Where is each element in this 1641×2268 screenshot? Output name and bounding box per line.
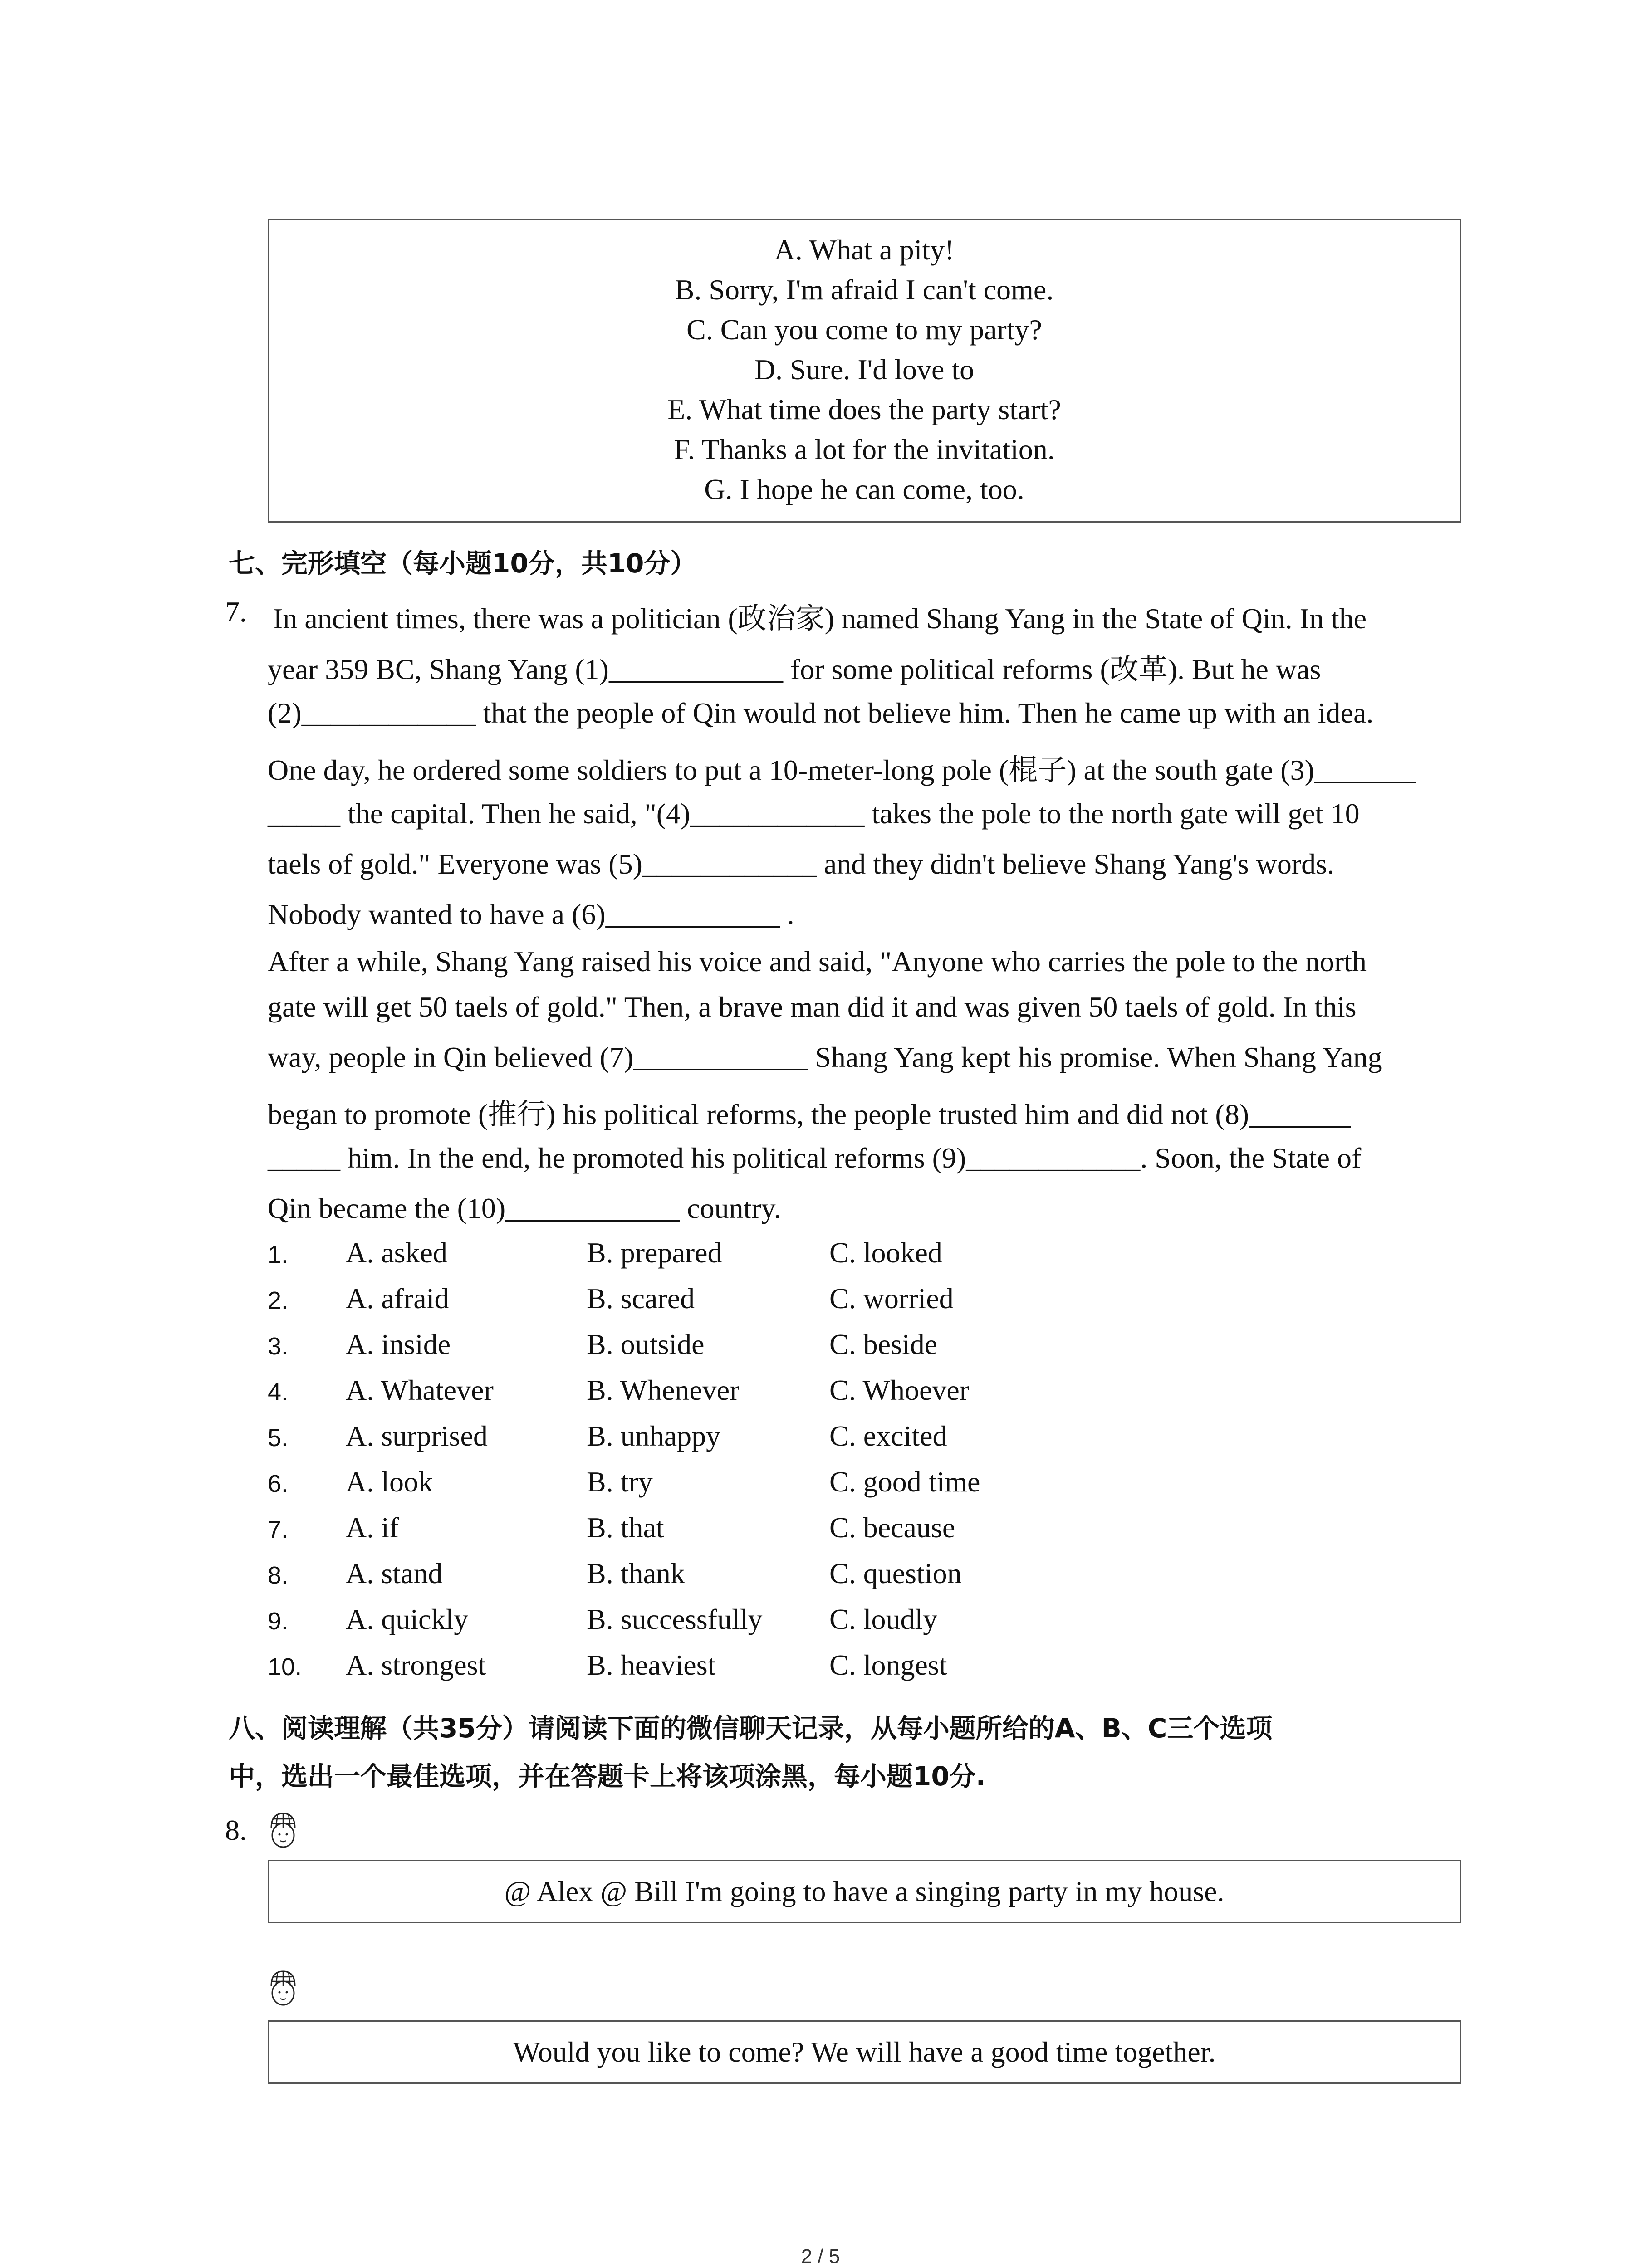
user-avatar-icon [267, 1810, 299, 1849]
option-line: A. What a pity! [774, 234, 955, 266]
option-line: B. Sorry, I'm afraid I can't come. [675, 274, 1054, 306]
choice-number: 7. [268, 1516, 289, 1543]
choice-c: C. longest [829, 1649, 947, 1681]
choice-a: A. surprised [346, 1420, 488, 1452]
choice-a: A. Whatever [346, 1374, 494, 1406]
option-line: C. Can you come to my party? [686, 313, 1042, 346]
choice-b: B. successfully [587, 1603, 763, 1635]
choice-b: B. try [587, 1466, 653, 1498]
section-8-heading-cont: 中，选出一个最佳选项，并在答题卡上将该项涂黑，每小题10分. [229, 1761, 986, 1792]
choice-a: A. asked [346, 1237, 447, 1269]
page-number: 2 / 5 [801, 2245, 840, 2268]
user-avatar-icon [267, 1968, 299, 2007]
choice-c: C. excited [829, 1420, 947, 1452]
choice-b: B. scared [587, 1282, 695, 1315]
choice-a: A. strongest [346, 1649, 486, 1681]
choice-number: 8. [268, 1562, 289, 1589]
option-line: F. Thanks a lot for the invitation. [674, 433, 1055, 465]
passage-line: Nobody wanted to have a (6)____________ . [268, 898, 794, 930]
choice-a: A. stand [346, 1557, 443, 1589]
choice-b: B. outside [587, 1328, 705, 1360]
choice-number: 1. [268, 1241, 289, 1268]
section-7-heading: 七、完形填空（每小题10分，共10分） [229, 548, 697, 579]
question-number: 8. [225, 1814, 247, 1846]
choice-b: B. unhappy [587, 1420, 721, 1452]
section-8-heading: 八、阅读理解（共35分）请阅读下面的微信聊天记录，从每小题所给的A、B、C三个选项 [229, 1713, 1273, 1744]
choice-number: 2. [268, 1287, 289, 1314]
chat-message [268, 2020, 1461, 2084]
passage-line: _____ the capital. Then he said, "(4)____________ takes the pole to the north gate will get 10 [268, 797, 1360, 830]
choice-a: A. inside [346, 1328, 451, 1360]
chat-message-text: Would you like to come? We will have a good time together. [513, 2036, 1216, 2068]
choice-b: B. prepared [587, 1237, 722, 1269]
choice-number: 10. [268, 1653, 302, 1681]
choice-a: A. if [346, 1511, 399, 1544]
choice-number: 3. [268, 1333, 289, 1360]
choice-b: B. that [587, 1511, 664, 1544]
choice-number: 4. [268, 1378, 289, 1406]
passage-line: (2)____________ that the people of Qin would not believe him. Then he came up with an idea. [268, 697, 1374, 729]
choice-c: C. because [829, 1511, 955, 1544]
chat-message [268, 1860, 1461, 1923]
option-line: E. What time does the party start? [667, 393, 1061, 425]
passage-line: year 359 BC, Shang Yang (1)____________ for some political reforms (改革). But he was [268, 653, 1321, 685]
option-line: G. I hope he can come, too. [704, 473, 1024, 505]
dialogue-options-box [268, 219, 1461, 523]
choice-c: C. looked [829, 1237, 942, 1269]
passage-line: After a while, Shang Yang raised his voice and said, "Anyone who carries the pole to the north [268, 945, 1367, 978]
choice-c: C. Whoever [829, 1374, 970, 1406]
passage-line: One day, he ordered some soldiers to put a 10-meter-long pole (棍子) at the south gate (3)_______ [268, 754, 1416, 786]
passage-line: Qin became the (10)____________ country. [268, 1192, 781, 1224]
option-line: D. Sure. I'd love to [754, 353, 975, 386]
chat-message-text: @ Alex @ Bill I'm going to have a singing party in my house. [504, 1875, 1225, 1907]
passage-line: gate will get 50 taels of gold." Then, a brave man did it and was given 50 taels of gold. In this [268, 991, 1357, 1023]
choice-b: B. thank [587, 1557, 685, 1589]
choice-c: C. beside [829, 1328, 938, 1360]
choice-c: C. loudly [829, 1603, 938, 1635]
choice-a: A. afraid [346, 1282, 449, 1315]
question-number: 7. [225, 596, 247, 628]
passage-line: began to promote (推行) his political reforms, the people trusted him and did not (8)_______ [268, 1098, 1351, 1130]
choice-c: C. question [829, 1557, 962, 1589]
choice-number: 5. [268, 1424, 289, 1452]
passage-line: _____ him. In the end, he promoted his political reforms (9)____________. Soon, the State of [268, 1142, 1362, 1174]
choice-a: A. look [346, 1466, 433, 1498]
choice-a: A. quickly [346, 1603, 469, 1635]
passage-line: In ancient times, there was a politician (政治家) named Shang Yang in the State of Qin. In the [266, 602, 1367, 635]
choice-b: B. Whenever [587, 1374, 740, 1406]
choice-number: 9. [268, 1608, 289, 1635]
choice-b: B. heaviest [587, 1649, 716, 1681]
passage-line: way, people in Qin believed (7)____________ Shang Yang kept his promise. When Shang Yang [268, 1041, 1382, 1073]
passage-line: taels of gold." Everyone was (5)____________ and they didn't believe Shang Yang's words. [268, 848, 1335, 880]
choice-c: C. good time [829, 1466, 980, 1498]
choice-number: 6. [268, 1470, 289, 1497]
choice-c: C. worried [829, 1282, 954, 1315]
